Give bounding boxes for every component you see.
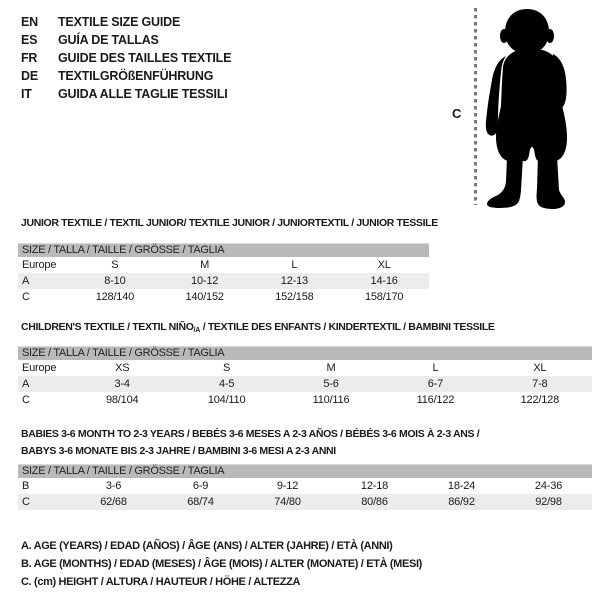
junior-size-table <box>18 243 429 305</box>
size-cell: 3-6 <box>105 480 122 492</box>
size-cell: 110/116 <box>312 394 350 406</box>
language-code: ES <box>21 33 38 47</box>
language-code: DE <box>21 69 38 83</box>
size-cell: 92/98 <box>535 496 562 508</box>
language-guide-title: TEXTILGRÖßENFÜHRUNG <box>58 69 214 83</box>
size-cell: 98/104 <box>105 394 139 406</box>
size-cell: S <box>111 259 119 271</box>
language-guide-title: GUIDE DES TAILLES TEXTILE <box>58 51 232 65</box>
table-row-height <box>18 289 429 305</box>
size-cell: 62/68 <box>100 496 127 508</box>
size-cell: 18-24 <box>447 480 476 492</box>
size-cell: 10-12 <box>191 275 219 287</box>
language-guide-title: GUÍA DE TALLAS <box>58 33 159 47</box>
size-cell: S <box>223 362 231 374</box>
size-cell: 104/110 <box>207 394 246 406</box>
table-row-europe <box>18 360 592 376</box>
size-cell: 158/170 <box>364 291 404 303</box>
section-title-junior: JUNIOR TEXTILE / TEXTIL JUNIOR/ TEXTILE JUNIOR / JUNIORTEXTIL / JUNIOR TESSILE <box>21 217 438 229</box>
size-cell: 4-5 <box>218 378 235 390</box>
row-label: C <box>22 496 30 508</box>
size-cell: 80/86 <box>361 496 388 508</box>
size-cell: L <box>291 259 298 271</box>
language-row-es <box>21 31 231 49</box>
size-cell: 140/152 <box>185 291 224 303</box>
language-row-it <box>21 85 231 103</box>
size-cell: 116/122 <box>416 394 455 406</box>
size-cell: M <box>200 259 210 271</box>
language-title-list <box>21 13 231 103</box>
babies-size-table <box>18 464 592 510</box>
table-row-height <box>18 494 592 510</box>
height-measure-label: C <box>452 106 462 121</box>
size-cell: XL <box>533 362 547 374</box>
table-row-height <box>18 392 592 408</box>
table-row-age-months <box>18 478 592 494</box>
size-cell: XS <box>115 362 130 374</box>
row-label: A <box>22 275 30 287</box>
size-cell: 9-12 <box>276 480 299 492</box>
legend-note-c: C. (cm) HEIGHT / ALTURA / HAUTEUR / HÖHE / ALTEZZA <box>21 576 301 588</box>
table-size-header: SIZE / TALLA / TAILLE / GRÖSSE / TAGLIA <box>18 243 429 257</box>
section-title-babies <box>21 426 586 460</box>
section-title-children <box>21 321 586 334</box>
section-title-line: BABIES 3-6 MONTH TO 2-3 YEARS / BEBÉS 3-6 MESES A 2-3 AÑOS / BÉBÉS 3-6 MOIS À 2-3 ANS / <box>21 428 480 440</box>
row-label: Europe <box>22 362 57 374</box>
size-cell: 14-16 <box>370 275 398 287</box>
size-cell: 12-18 <box>360 480 389 492</box>
section-title-text: CHILDREN'S TEXTILE / TEXTIL NIÑO <box>21 321 194 333</box>
table-size-header: SIZE / TALLA / TAILLE / GRÖSSE / TAGLIA <box>18 346 592 360</box>
size-cell: M <box>326 362 336 374</box>
size-cell: 6-7 <box>427 378 444 390</box>
language-code: IT <box>21 87 32 101</box>
section-title-text: / TEXTILE DES ENFANTS / KINDERTEXTIL / BAMBINI TESSILE <box>200 321 495 333</box>
language-row-en <box>21 13 231 31</box>
legend-note-b: B. AGE (MONTHS) / EDAD (MESES) / ÂGE (MOIS) / ALTER (MONATE) / ETÀ (MESI) <box>21 558 422 570</box>
size-cell: 74/80 <box>274 496 301 508</box>
language-row-fr <box>21 49 231 67</box>
size-cell: 128/140 <box>95 291 135 303</box>
children-size-table <box>18 346 592 408</box>
size-cell: 6-9 <box>192 480 209 492</box>
size-cell: XL <box>377 259 391 271</box>
language-guide-title: GUIDA ALLE TAGLIE TESSILI <box>58 87 228 101</box>
size-cell: 7-8 <box>532 378 548 390</box>
size-cell: 3-4 <box>114 378 130 390</box>
language-row-de <box>21 67 231 85</box>
row-label: Europe <box>22 259 57 271</box>
table-row-europe <box>18 257 429 273</box>
language-guide-title: TEXTILE SIZE GUIDE <box>58 15 181 29</box>
row-label: B <box>22 480 30 492</box>
language-code: FR <box>21 51 38 65</box>
height-measure-dotted-line <box>474 8 477 205</box>
size-cell: 5-6 <box>323 378 339 390</box>
section-title-line: BABYS 3-6 MONATE BIS 2-3 JAHRE / BAMBINI 3-6 MESI A 2-3 ANNI <box>21 445 336 457</box>
size-cell: L <box>432 362 439 374</box>
legend-notes <box>21 537 422 591</box>
size-cell: 122/128 <box>520 394 560 406</box>
legend-note-a: A. AGE (YEARS) / EDAD (AÑOS) / ÂGE (ANS) / ALTER (JAHRE) / ETÀ (ANNI) <box>21 540 393 552</box>
size-cell: 86/92 <box>448 496 475 508</box>
row-label: C <box>22 291 30 303</box>
size-cell: 68/74 <box>187 496 214 508</box>
language-code: EN <box>21 15 38 29</box>
table-size-header: SIZE / TALLA / TAILLE / GRÖSSE / TAGLIA <box>18 464 592 478</box>
size-cell: 8-10 <box>104 275 126 287</box>
row-label: A <box>22 378 30 390</box>
section-title-subscript: /A <box>193 327 201 334</box>
table-row-age <box>18 273 429 289</box>
size-cell: 12-13 <box>280 275 308 287</box>
row-label: C <box>22 394 30 406</box>
size-cell: 152/158 <box>275 291 314 303</box>
size-cell: 24-36 <box>534 480 563 492</box>
table-row-age <box>18 376 592 392</box>
baby-silhouette-icon <box>483 6 579 210</box>
